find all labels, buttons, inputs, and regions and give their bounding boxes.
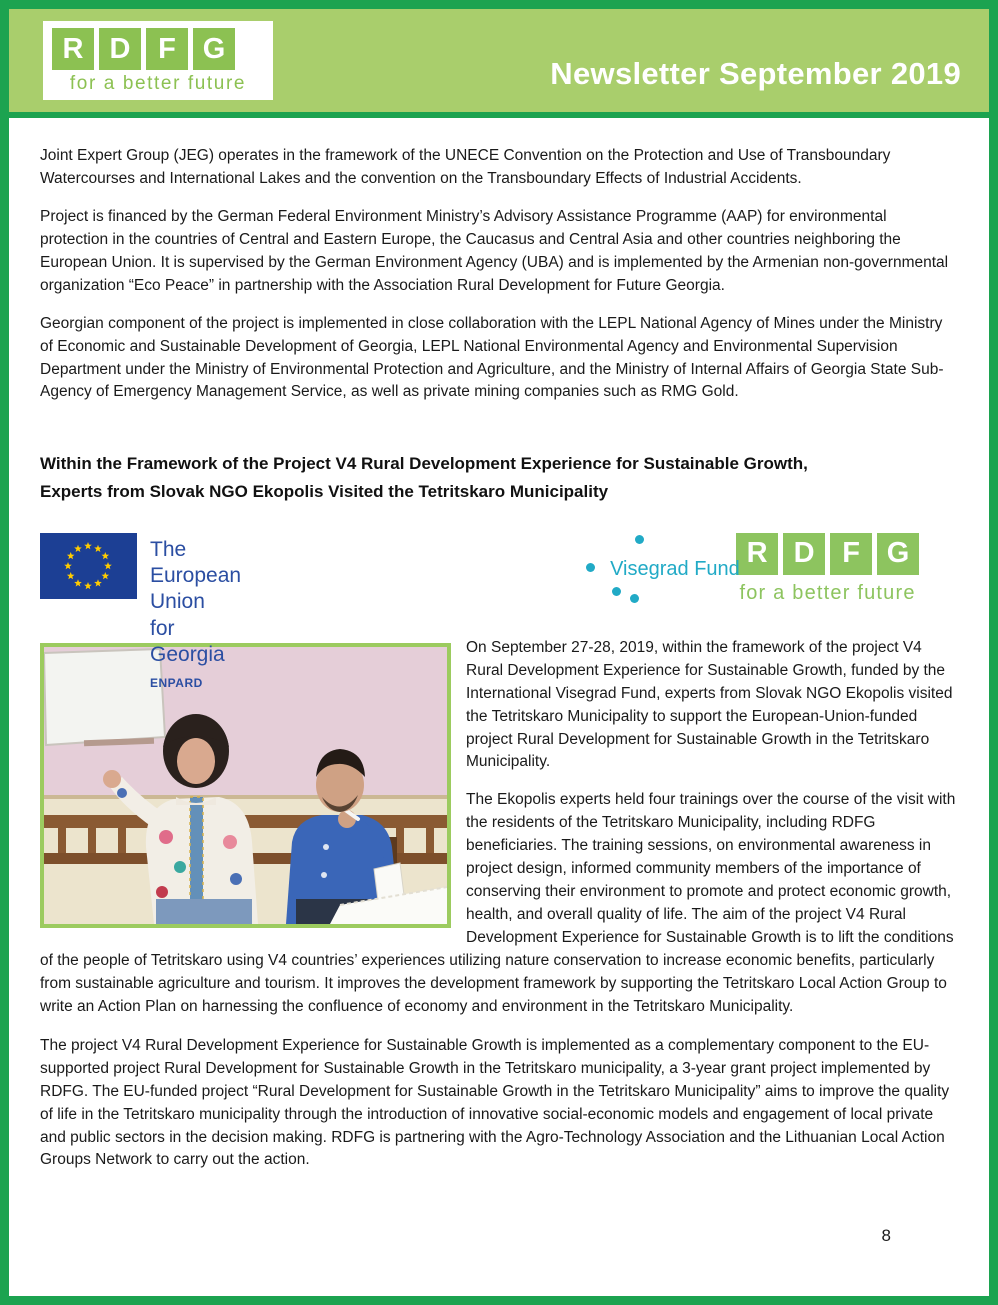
partner-logos-row — [40, 533, 957, 690]
eu-logo — [40, 533, 241, 693]
article-paragraph-1: On September 27-28, 2019, within the framework of the project V4 Rural Development Experience for Sustainable Growth, funded by the International Visegrad Fund, experts from Slovak NGO Ekopolis visited the Tetritskaro Municipality to support the European-Union-funded project Rural Development for Sustainable Growth in the Tetritskaro Municipality. — [466, 638, 953, 771]
visegrad-dot-icon — [630, 594, 639, 603]
eu-logo-line1: The European Union — [150, 537, 242, 614]
visegrad-fund-label: Visegrad Fund — [610, 557, 740, 580]
eu-logo-enpard: ENPARD — [150, 676, 203, 690]
visegrad-dot-icon — [612, 587, 621, 596]
rdfg-letter-g: G — [877, 533, 919, 575]
rdfg-partner-logo — [736, 533, 919, 609]
intro-paragraph-1: Joint Expert Group (JEG) operates in the framework of the UNECE Convention on the Protection and Use of Transboundary Watercourses and International Lakes and the convention on the Transboundary Effects of Industrial Accidents. — [40, 147, 891, 187]
rdfg-tagline: for a better future — [69, 73, 247, 94]
intro-paragraph-3: Georgian component of the project is implemented in close collaboration with the LEPL National Agency of Mines under the Ministry of Economic and Sustainable Development of Georgia, LEPL National Environmental Agency and Environmental Supervision Department under the Ministry of Environmental Protection and Agriculture, and the Ministry of Internal Affairs of Georgia State Sub-Agency of Emergency Management Service, as well as private mining companies such as RMG Gold. — [40, 314, 944, 401]
page-number: 8 — [881, 1226, 891, 1245]
rdfg-letter-f: F — [830, 533, 872, 575]
newsletter-title: Newsletter September 2019 — [550, 55, 961, 91]
page-content — [9, 118, 989, 1172]
eu-flag-icon — [40, 533, 137, 607]
visegrad-dot-icon — [635, 535, 644, 544]
rdfg-logo-squares — [52, 28, 264, 70]
article-paragraph-3: The project V4 Rural Development Experience for Sustainable Growth is implemented as a complementary component to the EU-supported project Rural Development for Sustainable Growth in the Tetritskaro municipality, a 3-year grant project implemented by RDFG. The EU-funded project “Rural Development for Sustainable Growth in the Tetritskaro Municipality” aims to improve the quality of life in the Tetritskaro municipality through the introduction of innovative social-economic models and engagement of local private and public sectors in the decision making. RDFG is partnering with the Agro-Technology Association and the Lithuanian Local Action Groups Network to carry out the action. — [40, 1036, 950, 1169]
rdfg-partner-tagline: for a better future — [739, 581, 916, 604]
rdfg-partner-squares — [736, 533, 919, 575]
rdfg-logo — [43, 21, 273, 100]
rdfg-letter-g: G — [193, 28, 235, 70]
visegrad-fund-logo — [586, 533, 740, 613]
visegrad-dot-icon — [586, 563, 595, 572]
rdfg-letter-d: D — [99, 28, 141, 70]
article-paragraph-2: The Ekopolis experts held four trainings over the course of the visit with the residents of the Tetritskaro Municipality, including RDFG beneficiaries. The training sessions, on environmental awareness in project design, informed community members of the importance of conserving their environment to promote and protect economic growth, health, and overall quality of life. The aim of the project V4 Rural Development Experience for Sustainable Growth is to lift the conditions of the people of Tetritskaro using V4 countries’ experiences utilizing nature conservation to increase economic benefits, particularly from sustainable agriculture and tourism. It improves the development framework by supporting the Tetritskaro Local Action Group to write an Action Plan on harnessing the confluence of economy and environment in the Tetritskaro Municipality. — [40, 791, 956, 1015]
article-body — [40, 637, 957, 1173]
header-band — [9, 9, 989, 118]
eu-logo-text — [150, 533, 241, 693]
article-heading: Within the Framework of the Project V4 Rural Development Experience for Sustainable Growth, Experts from Slovak NGO Ekopolis Visited the Tetritskaro Municipality — [40, 454, 808, 501]
intro-paragraph-2: Project is financed by the German Federal Environment Ministry’s Advisory Assistance Programme (AAP) for environmental protection in the countries of Central and Eastern Europe, the Caucasus and Central Asia and other countries neighboring the European Union. It is supervised by the German Environment Agency (UBA) and is implemented by the Armenian non-governmental organization “Eco Peace” in partnership with the Association Rural Development for Future Georgia. — [40, 207, 949, 294]
rdfg-letter-f: F — [146, 28, 188, 70]
eu-logo-line2: for Georgia — [150, 616, 225, 666]
rdfg-letter-r: R — [52, 28, 94, 70]
rdfg-letter-r: R — [736, 533, 778, 575]
rdfg-letter-d: D — [783, 533, 825, 575]
